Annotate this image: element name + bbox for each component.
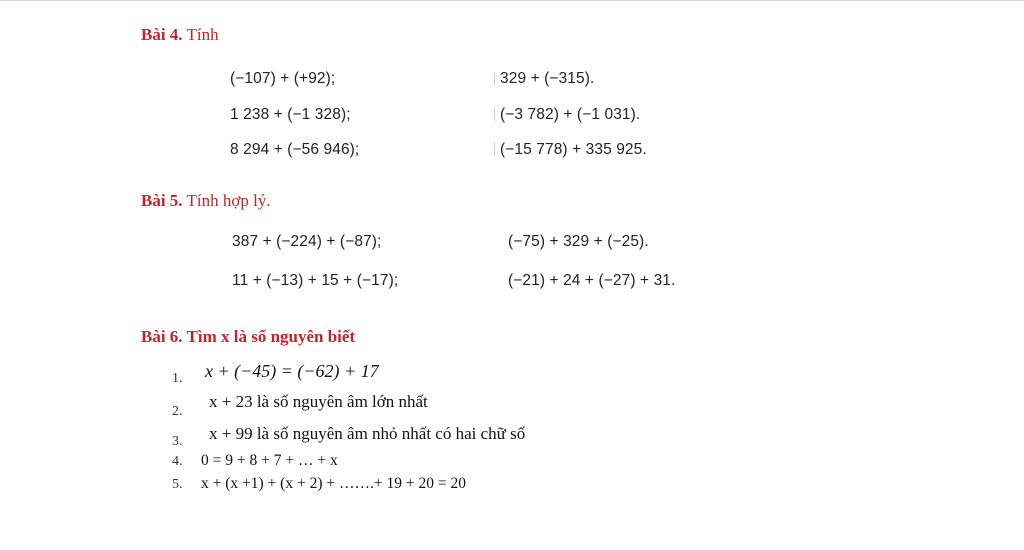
- bai4-subtitle: Tính: [186, 25, 219, 44]
- item-number: 5.: [172, 477, 183, 492]
- column-divider: [494, 142, 495, 156]
- bai6-item-3: x + 99 là số nguyên âm nhỏ nhất có hai chữ số: [209, 424, 526, 443]
- bai5-subtitle: Tính hợp lý.: [186, 191, 271, 210]
- bai4-heading: [141, 25, 219, 45]
- bai5-title: Bài 5.: [141, 191, 183, 210]
- bai5-expr-left-2: 11 + (−13) + 15 + (−17);: [232, 272, 399, 289]
- top-divider: [0, 0, 1024, 1]
- item-number: 1.: [172, 371, 183, 386]
- bai6-item-2: x + 23 là số nguyên âm lớn nhất: [209, 392, 428, 411]
- item-number: 4.: [172, 454, 183, 469]
- item-number: 3.: [172, 434, 183, 449]
- bai4-expr-right-2: (−3 782) + (−1 031).: [500, 106, 641, 123]
- bai6-item-1: x + (−45) = (−62) + 17: [205, 361, 379, 381]
- item-number: 2.: [172, 404, 183, 419]
- bai4-expr-right-1: 329 + (−315).: [500, 70, 595, 87]
- bai4-expr-left-1: (−107) + (+92);: [230, 70, 336, 87]
- bai4-expr-right-3: (−15 778) + 335 925.: [500, 141, 647, 158]
- column-divider: [494, 72, 495, 86]
- bai6-item-5: x + (x +1) + (x + 2) + …….+ 19 + 20 = 20: [201, 475, 466, 492]
- bai5-heading: [141, 191, 271, 211]
- bai4-title: Bài 4.: [141, 25, 183, 44]
- bai6-heading: [141, 327, 355, 347]
- bai5-expr-left-1: 387 + (−224) + (−87);: [232, 233, 382, 250]
- bai6-title: Bài 6. Tìm x là số nguyên biết: [141, 327, 356, 346]
- bai5-expr-right-2: (−21) + 24 + (−27) + 31.: [508, 272, 676, 289]
- bai4-expr-left-3: 8 294 + (−56 946);: [230, 141, 360, 158]
- bai5-expr-right-1: (−75) + 329 + (−25).: [508, 233, 649, 250]
- bai4-expr-left-2: 1 238 + (−1 328);: [230, 106, 351, 123]
- bai6-item-4: 0 = 9 + 8 + 7 + … + x: [201, 452, 338, 469]
- column-divider: [494, 107, 495, 121]
